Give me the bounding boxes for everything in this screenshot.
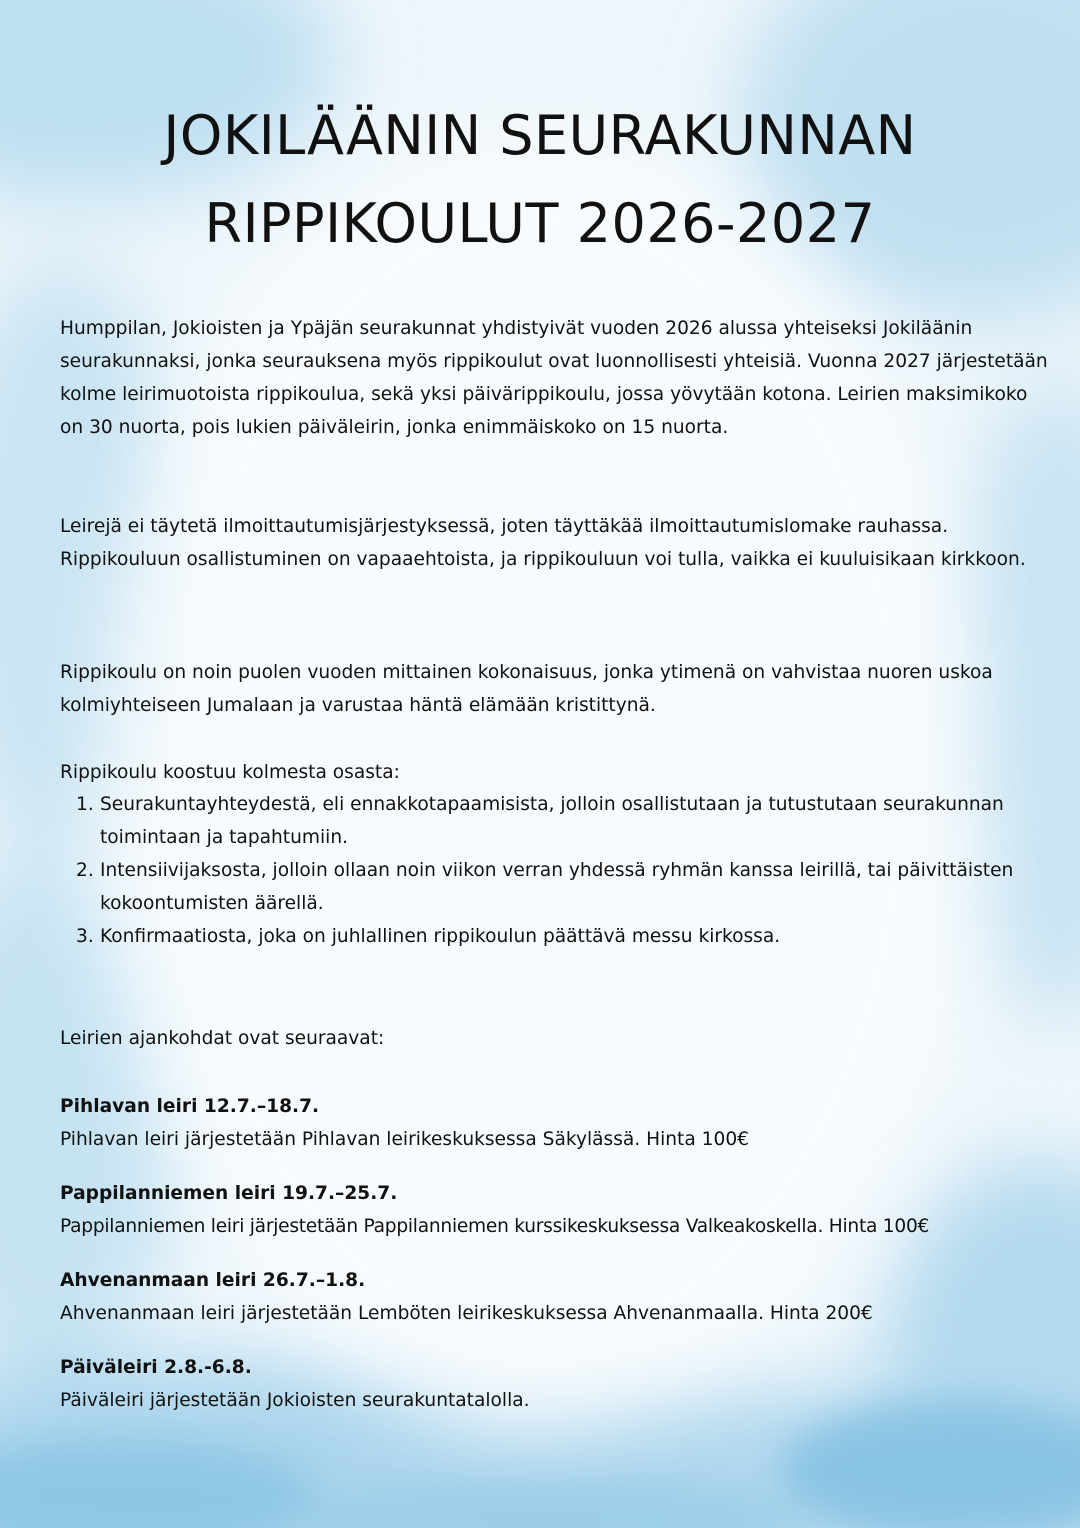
camp-pappilanniemi xyxy=(60,1177,1060,1243)
intro-paragraph-1: Humppilan, Jokioisten ja Ypäjän seurakunnat yhdistyivät vuoden 2026 alussa yhteiseksi Jokiläänin seurakunnaksi, jonka seurauksena myös rippikoulut ovat luonnollisesti yhteisiä. Vuonna 2027 järjestetään kolme leirimuotoista rippikoulua, sekä yksi päivärippikoulu, jossa yövytään kotona. Leirien maksimikoko on 30 nuorta, pois lukien päiväleirin, jonka enimmäiskoko on 15 nuorta. xyxy=(60,318,1048,438)
camp-description: Ahvenanmaan leiri järjestetään Lemböten leirikeskuksessa Ahvenanmaalla. Hinta 200€ xyxy=(60,1303,873,1324)
camp-description: Päiväleiri järjestetään Jokioisten seurakuntatalolla. xyxy=(60,1390,530,1411)
page-title xyxy=(0,92,1080,268)
parts-list xyxy=(60,788,1050,953)
list-item xyxy=(60,788,1050,854)
camp-pihlava xyxy=(60,1090,1060,1156)
list-item-text: Seurakuntayhteydestä, eli ennakkotapaamisista, jolloin osallistutaan ja tutustutaan seurakunnan toimintaan ja tapahtumiin. xyxy=(100,794,1004,848)
camp-title: Ahvenanmaan leiri 26.7.–1.8. xyxy=(60,1270,366,1291)
camp-title: Pihlavan leiri 12.7.–18.7. xyxy=(60,1096,320,1117)
camps-heading: Leirien ajankohdat ovat seuraavat: xyxy=(60,1028,385,1049)
camp-title: Päiväleiri 2.8.-6.8. xyxy=(60,1357,252,1378)
camp-description: Pihlavan leiri järjestetään Pihlavan leirikeskuksessa Säkylässä. Hinta 100€ xyxy=(60,1129,749,1150)
parts-heading: Rippikoulu koostuu kolmesta osasta: xyxy=(60,762,400,783)
list-item-text: Konfirmaatiosta, joka on juhlallinen rippikoulun päättävä messu kirkossa. xyxy=(100,926,781,947)
title-line-1: JOKILÄÄNIN SEURAKUNNAN xyxy=(163,104,917,167)
list-item-number: 1. xyxy=(76,794,94,815)
camp-description: Pappilanniemen leiri järjestetään Pappilanniemen kurssikeskuksessa Valkeakoskella. Hinta 100€ xyxy=(60,1216,930,1237)
list-item-number: 3. xyxy=(76,926,94,947)
camp-ahvenanmaa xyxy=(60,1264,1060,1330)
list-item xyxy=(60,920,1050,953)
list-item xyxy=(60,854,1050,920)
title-line-2: RIPPIKOULUT 2026-2027 xyxy=(204,192,876,255)
camp-paivaleiri xyxy=(60,1351,1060,1417)
list-item-number: 2. xyxy=(76,860,94,881)
intro-paragraph-2: Leirejä ei täytetä ilmoittautumisjärjestyksessä, joten täyttäkää ilmoittautumislomake rauhassa. Rippikouluun osallistuminen on vapaaehtoista, ja rippikouluun voi tulla, vaikka ei kuuluisikaan kirkkoon. xyxy=(60,516,1026,570)
camp-title: Pappilanniemen leiri 19.7.–25.7. xyxy=(60,1183,398,1204)
list-item-text: Intensiivijaksosta, jolloin ollaan noin viikon verran yhdessä ryhmän kanssa leirillä, tai päivittäisten kokoontumisten äärellä. xyxy=(100,860,1014,914)
intro-paragraph-3: Rippikoulu on noin puolen vuoden mittainen kokonaisuus, jonka ytimenä on vahvistaa nuoren uskoa kolmiyhteiseen Jumalaan ja varustaa häntä elämään kristittynä. xyxy=(60,662,993,716)
